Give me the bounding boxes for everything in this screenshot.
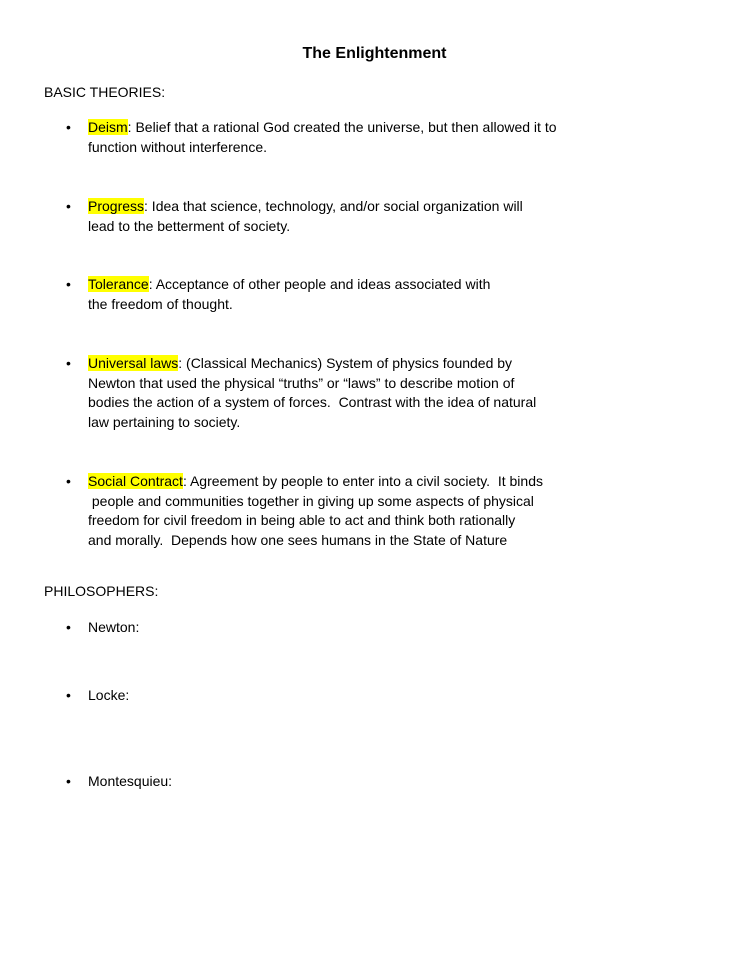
bullet-line <box>88 197 523 217</box>
bullet-text <box>88 354 536 432</box>
philosopher-label: Montesquieu: <box>88 773 173 789</box>
page-title: The Enlightenment <box>302 45 447 62</box>
bullet-icon: • <box>66 619 71 635</box>
definition-text: and morally. Depends how one sees humans in the State of Nature <box>88 531 508 548</box>
highlighted-term: Universal laws <box>88 355 179 371</box>
bullet-icon: • <box>66 355 71 371</box>
bullet-icon: • <box>66 276 71 292</box>
definition-text: : (Classical Mechanics) System of physics founded by <box>178 355 513 371</box>
philosopher-label: Newton: <box>88 619 140 635</box>
highlighted-term: Progress <box>88 198 145 214</box>
definition-text: function without interference. <box>88 138 267 155</box>
bullet-text <box>88 772 172 792</box>
highlighted-term: Deism <box>88 119 128 135</box>
definition-text: bodies the action of a system of forces. Contrast with the idea of natural <box>88 394 537 410</box>
definition-text: Newton that used the physical “truths” or “laws” to describe motion of <box>88 374 515 391</box>
definition-text: : Belief that a rational God created the universe, but then allowed it to <box>127 119 557 135</box>
bullet-text <box>88 472 543 550</box>
bullet-line <box>88 275 490 295</box>
bullet-line <box>88 354 536 374</box>
bullet-icon: • <box>66 473 71 489</box>
bullet-line <box>88 118 557 138</box>
definition-text: lead to the betterment of society. <box>88 217 291 234</box>
definition-text: : Idea that science, technology, and/or social organization will <box>144 198 523 214</box>
definition-text: : Agreement by people to enter into a civil society. It binds <box>182 473 543 489</box>
bullet-line <box>88 472 543 492</box>
definition-text: people and communities together in giving up some aspects of physical <box>88 492 534 509</box>
bullet-text <box>88 118 557 157</box>
bullet-text <box>88 686 129 706</box>
bullet-icon: • <box>66 773 71 789</box>
definition-text: freedom for civil freedom in being able to act and think both rationally <box>88 512 516 528</box>
highlighted-term: Social Contract <box>88 473 183 489</box>
definition-text: : Acceptance of other people and ideas associated with <box>148 276 491 292</box>
bullet-text <box>88 197 523 236</box>
bullet-icon: • <box>66 119 71 135</box>
definition-text: the freedom of thought. <box>88 295 233 312</box>
highlighted-term: Tolerance <box>88 276 149 292</box>
section-heading-philosophers: PHILOSOPHERS: <box>44 583 159 599</box>
section-heading-basic-theories: BASIC THEORIES: <box>44 84 166 100</box>
bullet-icon: • <box>66 687 71 703</box>
philosopher-label: Locke: <box>88 687 130 703</box>
definition-text: law pertaining to society. <box>88 413 241 430</box>
bullet-text <box>88 275 490 314</box>
bullet-text <box>88 618 139 638</box>
bullet-icon: • <box>66 198 71 214</box>
